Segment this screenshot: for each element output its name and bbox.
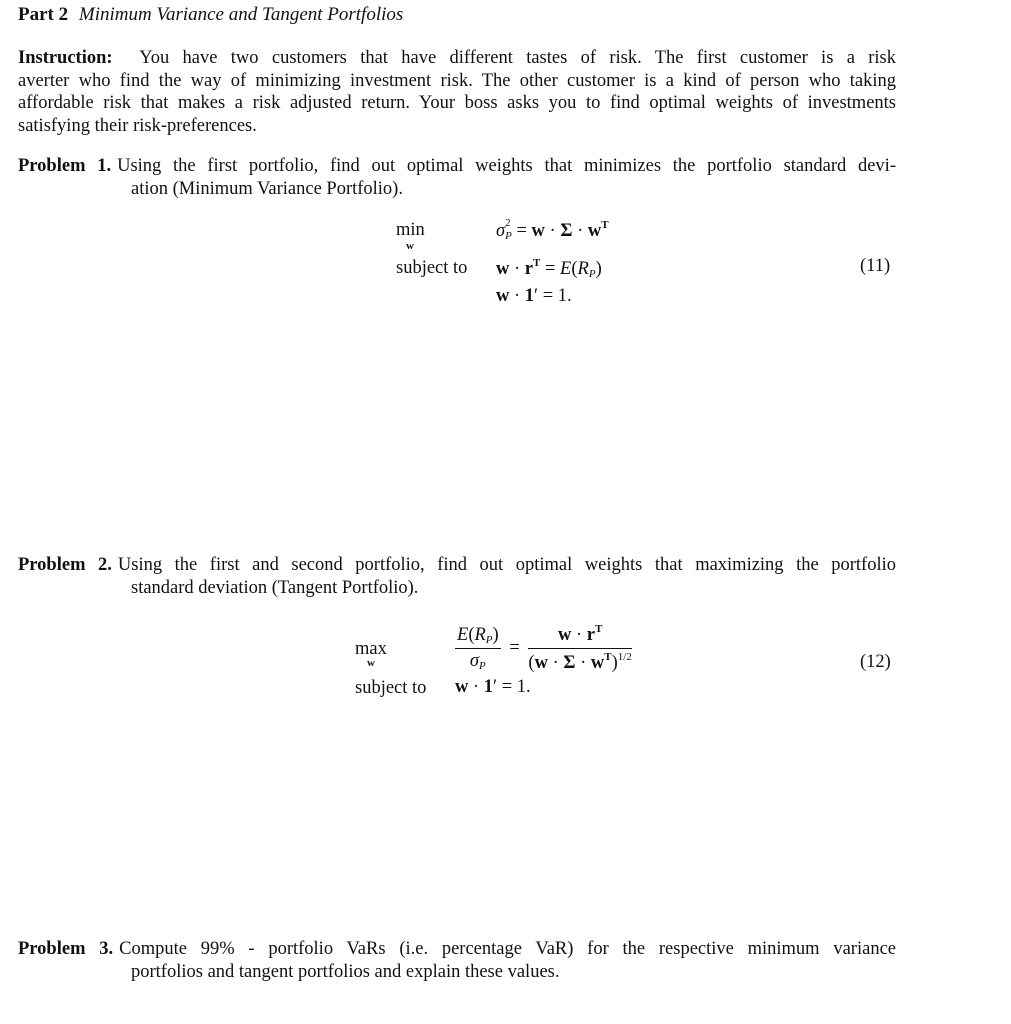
instruction-line: affordable risk that makes a risk adjusted return. Your boss asks you to find optimal weights of investments [18,93,896,113]
part-label: Part 2 [18,4,69,25]
problem-line: portfolios and tangent portfolios and explain these values. [131,961,560,982]
eq11-operator-var: w [406,240,414,252]
eq12-number: (12) [860,652,891,672]
problem-label: Problem 2. [18,555,112,575]
problem-line: Problem 2. Using the first and second portfolio, find out optimal weights that maximizing the portfolio [18,555,896,575]
part-heading [18,4,403,26]
eq11-subject-to: subject to [396,258,468,278]
part-title: Minimum Variance and Tangent Portfolios [78,4,404,25]
eq12-operator-var: w [367,657,375,669]
problem-3 [18,938,896,983]
problem-2 [18,554,896,599]
eq11-constraint-2: w · 1′ = 1. [496,286,572,306]
problem-line: Problem 3. Compute 99% - portfolio VaRs (i.e. percentage VaR) for the respective minimum variance [18,939,896,959]
eq11-constraint-1: $w \cdot r^T = E(R_P)$ [496,257,602,280]
problem-line: ation (Minimum Variance Portfolio). [131,178,403,199]
problem-line: standard deviation (Tangent Portfolio). [131,577,419,598]
problem-label: Problem 1. [18,156,112,176]
instruction-line: averter who find the way of minimizing investment risk. The other customer is a kind of person who taking [18,70,896,91]
eq12-subject-to: subject to [355,678,427,698]
eq11-number: (11) [860,256,891,276]
eq12-objective: $\frac{E(R_P)}{\sigma_P}$ = $\frac{w \cdot r^T}{(w \cdot \Sigma \cdot w^T)^{1/2}}$ [457,623,632,673]
eq12-fraction-right: $\frac{w \cdot r^T}{(w \cdot \Sigma \cdot w^T)^{1/2}}$ [528,623,632,673]
eq12-fraction-left: $\frac{E(R_P)}{\sigma_P}$ [457,625,499,672]
instruction-line: Instruction: You have two customers that have different tastes of risk. The first customer is a risk [18,48,897,68]
eq12-constraint: w · 1′ = 1. [455,677,531,697]
eq12-operator: max [355,639,387,659]
instruction-label: Instruction: [18,48,113,68]
instruction-line: satisfying their risk-preferences. [18,115,257,136]
problem-line: Problem 1. Using the first portfolio, find out optimal weights that minimizes the portfolio standard devi- [18,156,896,176]
eq11-operator: min [396,220,425,240]
instruction-paragraph [18,47,896,137]
eq11-objective: $\sigma^2_P = w \cdot \Sigma \cdot w^T$ [496,217,609,242]
problem-label: Problem 3. [18,939,114,959]
problem-1 [18,155,896,200]
